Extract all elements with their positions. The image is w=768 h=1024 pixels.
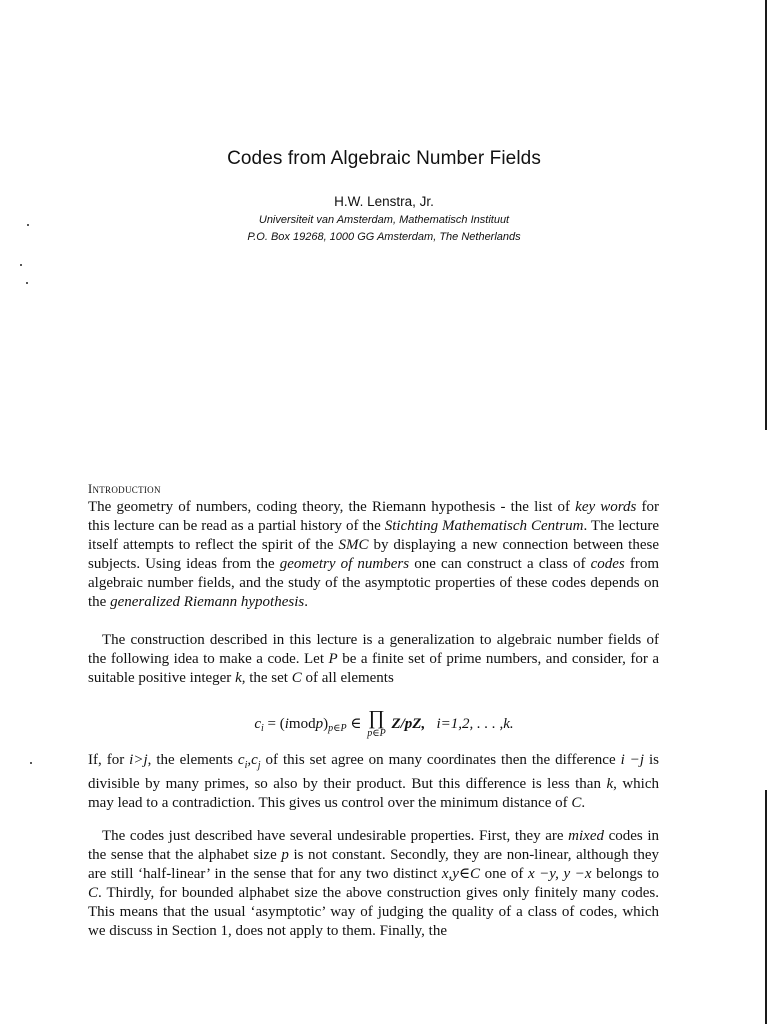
scan-edge-line-bottom <box>765 790 767 1024</box>
paragraph-construction: The construction described in this lecture is a generalization to algebraic number fields of the following idea to make a code. Let P be a finite set of prime numbers, and consider, for a suitable positive integer k, the set C of all elements <box>88 632 660 686</box>
author-name: H.W. Lenstra, Jr. <box>334 194 434 209</box>
paper-title: Codes from Algebraic Number Fields <box>227 148 541 169</box>
section-heading: Introduction <box>88 482 161 496</box>
affiliation-line-1: Universiteit van Amsterdam, Mathematisch Instituut <box>258 214 510 226</box>
paragraph-undesirable-properties: The codes just described have several undesirable properties. First, they are mixed codes in the sense that the alphabet size p is not constant. Secondly, they are non-linear, although they are still ‘half-linear’ in the sense that for any two distinct x,y∈C one of x −y, y −x belongs to C. Thirdly, for bounded alphabet size the above construction gives only finitely many codes. This means that the usual ‘asymptotic’ way of judging the quality of a class of codes, which we discuss in Section 1, does not apply to them. Finally, the <box>88 828 660 939</box>
scan-speck <box>20 264 22 266</box>
display-formula: $c_i$ = $(imodp)_{p\in P}$ ∈ ∏ p∈P Z/pZ, i=1,2, . . . ,k. <box>254 707 514 739</box>
scan-speck <box>30 762 32 764</box>
scan-speck <box>26 282 28 284</box>
paragraph-minimum-distance: If, for i>j, the elements $c_i,c_j$ of this set agree on many coordinates then the difference i −j is divisible by many primes, so also by their product. But this difference is less than k, which may lead to a contradiction. This gives us control over the minimum distance of C. <box>88 752 659 811</box>
paragraph-introduction: The geometry of numbers, coding theory, the Riemann hypothesis - the list of key words for this lecture can be read as a partial history of the Stichting Mathematisch Centrum. The lecture itself attempts to reflect the spirit of the SMC by displaying a new connection between these subjects. Using ideas from the geometry of numbers one can construct a class of codes from algebraic number fields, and the study of the asymptotic properties of these codes depends on the generalized Riemann hypothesis. <box>88 499 660 610</box>
affiliation-line-2: P.O. Box 19268, 1000 GG Amsterdam, The Netherlands <box>247 231 521 243</box>
product-operator: ∏ p∈P <box>367 707 386 739</box>
